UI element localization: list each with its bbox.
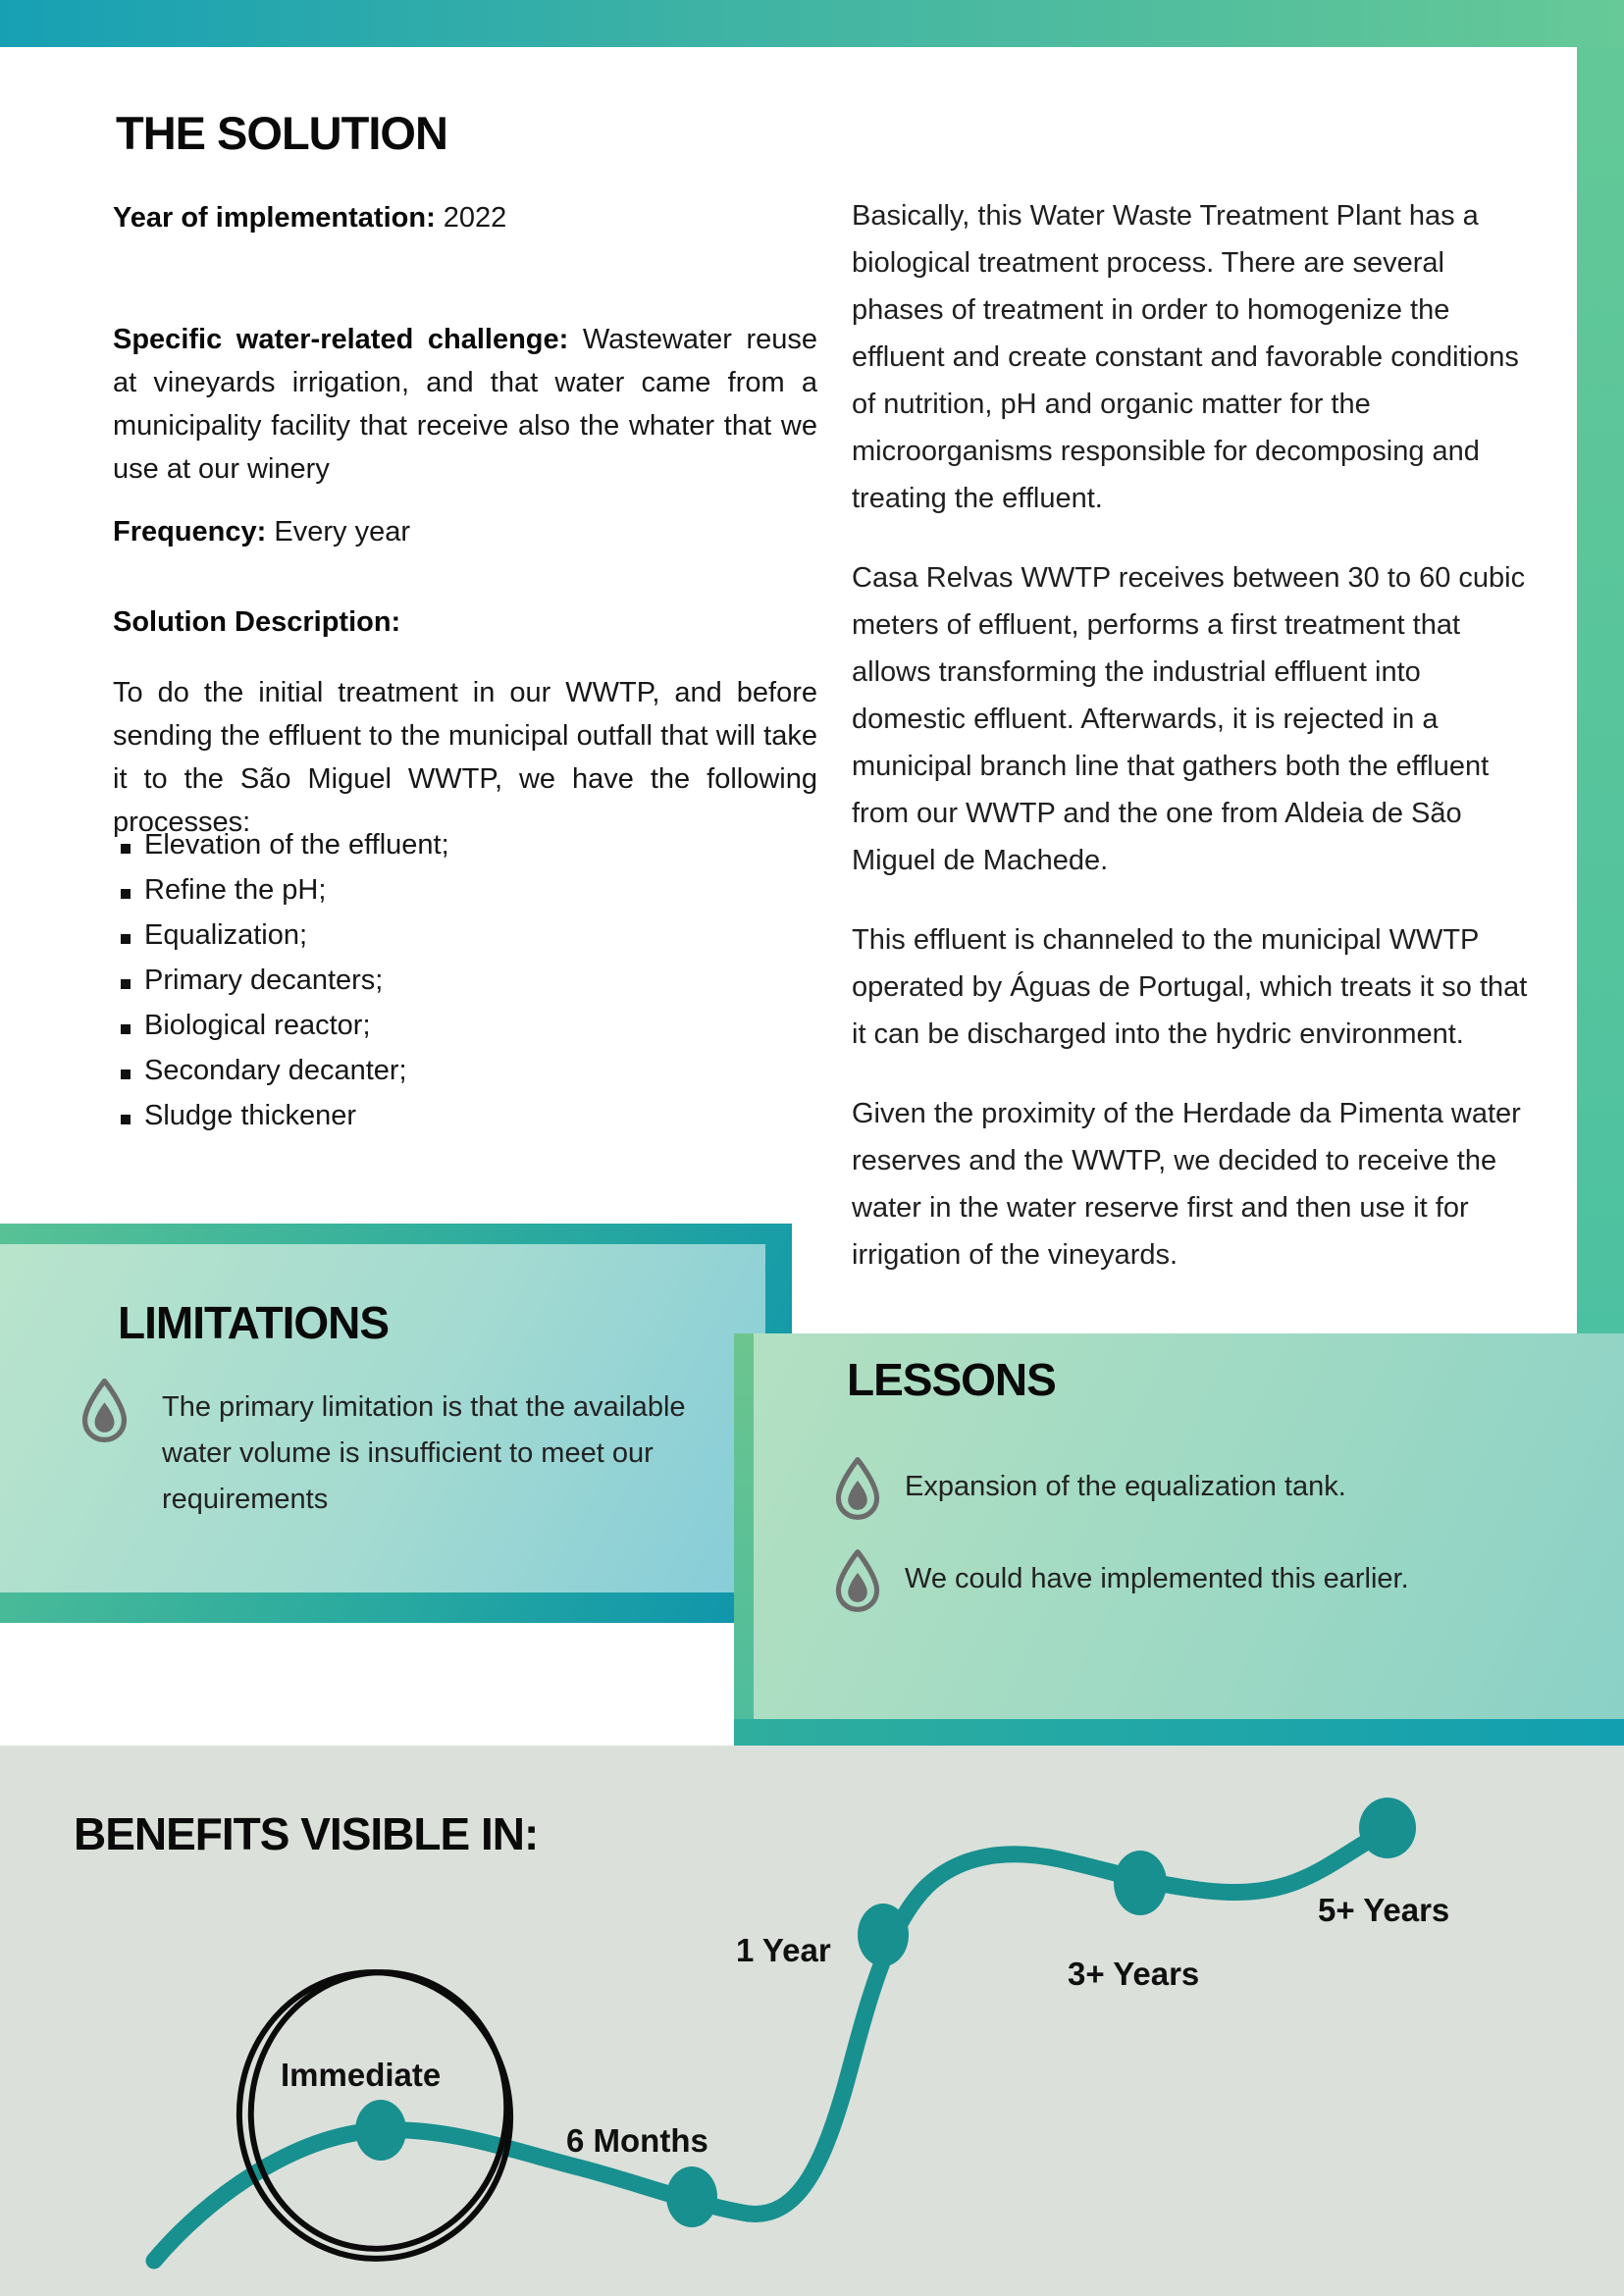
- list-item: [113, 1055, 817, 1100]
- square-bullet-icon: [121, 1115, 131, 1124]
- list-item-label: Elevation of the effluent;: [144, 829, 449, 861]
- water-drop-icon: [829, 1547, 886, 1618]
- list-item: [113, 1100, 817, 1145]
- solution-detail-column: [852, 192, 1539, 1311]
- field-year-of-implementation: [113, 196, 817, 239]
- list-item: [113, 1010, 817, 1055]
- list-item: [113, 919, 817, 965]
- list-item-label: Secondary decanter;: [144, 1055, 407, 1086]
- list-item-label: Equalization;: [144, 919, 308, 951]
- list-item-label: Primary decanters;: [144, 965, 384, 996]
- field-label: Frequency:: [113, 516, 267, 548]
- lessons-section: [734, 1333, 1624, 1719]
- milestone-label-1-year: 1 Year: [736, 1932, 831, 1968]
- square-bullet-icon: [121, 889, 131, 899]
- paragraph: This effluent is channeled to the municipal WWTP operated by Águas de Portugal, which treats it so that it can be discharged into the hydric environment.: [852, 924, 1528, 1050]
- top-gradient-bar: [0, 0, 1624, 47]
- water-drop-icon: [77, 1376, 132, 1449]
- solution-description-label: Solution Description:: [113, 606, 401, 638]
- process-steps-list: [113, 829, 817, 1145]
- lessons-title: LESSONS: [847, 1354, 1056, 1405]
- field-value: Wastewater reuse at vineyards irrigation, and that water came from a municipality facility that receive also the whater that we use at our winery: [113, 324, 818, 485]
- limitations-title: LIMITATIONS: [118, 1297, 390, 1348]
- milestone-label-3-years: 3+ Years: [1068, 1956, 1200, 1992]
- benefits-section: [0, 1746, 1624, 2296]
- square-bullet-icon: [121, 979, 131, 989]
- timeline-node-5-years: [1359, 1798, 1416, 1858]
- paragraph: Casa Relvas WWTP receives between 30 to 60 cubic meters of effluent, performs a first treatment that allows transforming the industrial effluent into domestic effluent. Afterwards, it is rejected in a municipal branch line that gathers both the effluent from our WWTP and the one from Aldeia de São Miguel de Machede.: [852, 562, 1526, 876]
- list-item-label: Biological reactor;: [144, 1010, 371, 1041]
- list-item-label: Sludge thickener: [144, 1100, 357, 1131]
- milestone-label-6-months: 6 Months: [566, 2122, 708, 2159]
- field-label: Year of implementation:: [113, 202, 436, 234]
- limitation-item: The primary limitation is that the available water volume is insufficient to meet our requirements: [162, 1391, 686, 1515]
- square-bullet-icon: [121, 1024, 131, 1034]
- water-drop-icon: [829, 1455, 886, 1526]
- limitations-section: [0, 1224, 792, 1623]
- paragraph: Basically, this Water Waste Treatment Plant has a biological treatment process. There are several phases of treatment in order to homogenize the effluent and create constant and favorable conditions of nutrition, pH and organic matter for the microorganisms responsible for decomposing and treating the effluent.: [852, 200, 1519, 514]
- list-item: [113, 965, 817, 1010]
- field-label: Specific water-related challenge:: [113, 324, 569, 355]
- field-value: Every year: [274, 516, 410, 548]
- timeline-node-3-years: [1114, 1851, 1167, 1915]
- solution-description-intro: To do the initial treatment in our WWTP, and before sending the effluent to the municipal outfall that will take it to the São Miguel WWTP, we have the following processes:: [113, 677, 817, 838]
- lesson-item: Expansion of the equalization tank.: [905, 1471, 1346, 1502]
- benefits-title: BENEFITS VISIBLE IN:: [74, 1808, 539, 1859]
- list-item: [113, 874, 817, 919]
- field-water-challenge: [113, 318, 817, 491]
- field-frequency: [113, 510, 817, 553]
- square-bullet-icon: [121, 934, 131, 944]
- timeline-curve: [154, 1832, 1386, 2261]
- field-value: 2022: [443, 202, 507, 234]
- benefits-timeline-chart: [0, 1746, 1624, 2296]
- list-item-label: Refine the pH;: [144, 874, 327, 906]
- paragraph: Given the proximity of the Herdade da Pimenta water reserves and the WWTP, we decided to receive the water in the water reserve first and then use it for irrigation of the vineyards.: [852, 1098, 1521, 1271]
- list-item: [113, 829, 817, 874]
- page-title: THE SOLUTION: [116, 107, 447, 159]
- lesson-item: We could have implemented this earlier.: [905, 1563, 1409, 1594]
- lessons-bottom-accent: [734, 1719, 1624, 1746]
- timeline-node-immediate: [355, 2100, 406, 2161]
- timeline-node-1-year: [858, 1904, 909, 1966]
- timeline-node-6-months: [666, 2166, 717, 2227]
- square-bullet-icon: [121, 844, 131, 854]
- milestone-label-5-years: 5+ Years: [1318, 1892, 1450, 1928]
- milestone-label-immediate: Immediate: [281, 2057, 442, 2093]
- square-bullet-icon: [121, 1070, 131, 1079]
